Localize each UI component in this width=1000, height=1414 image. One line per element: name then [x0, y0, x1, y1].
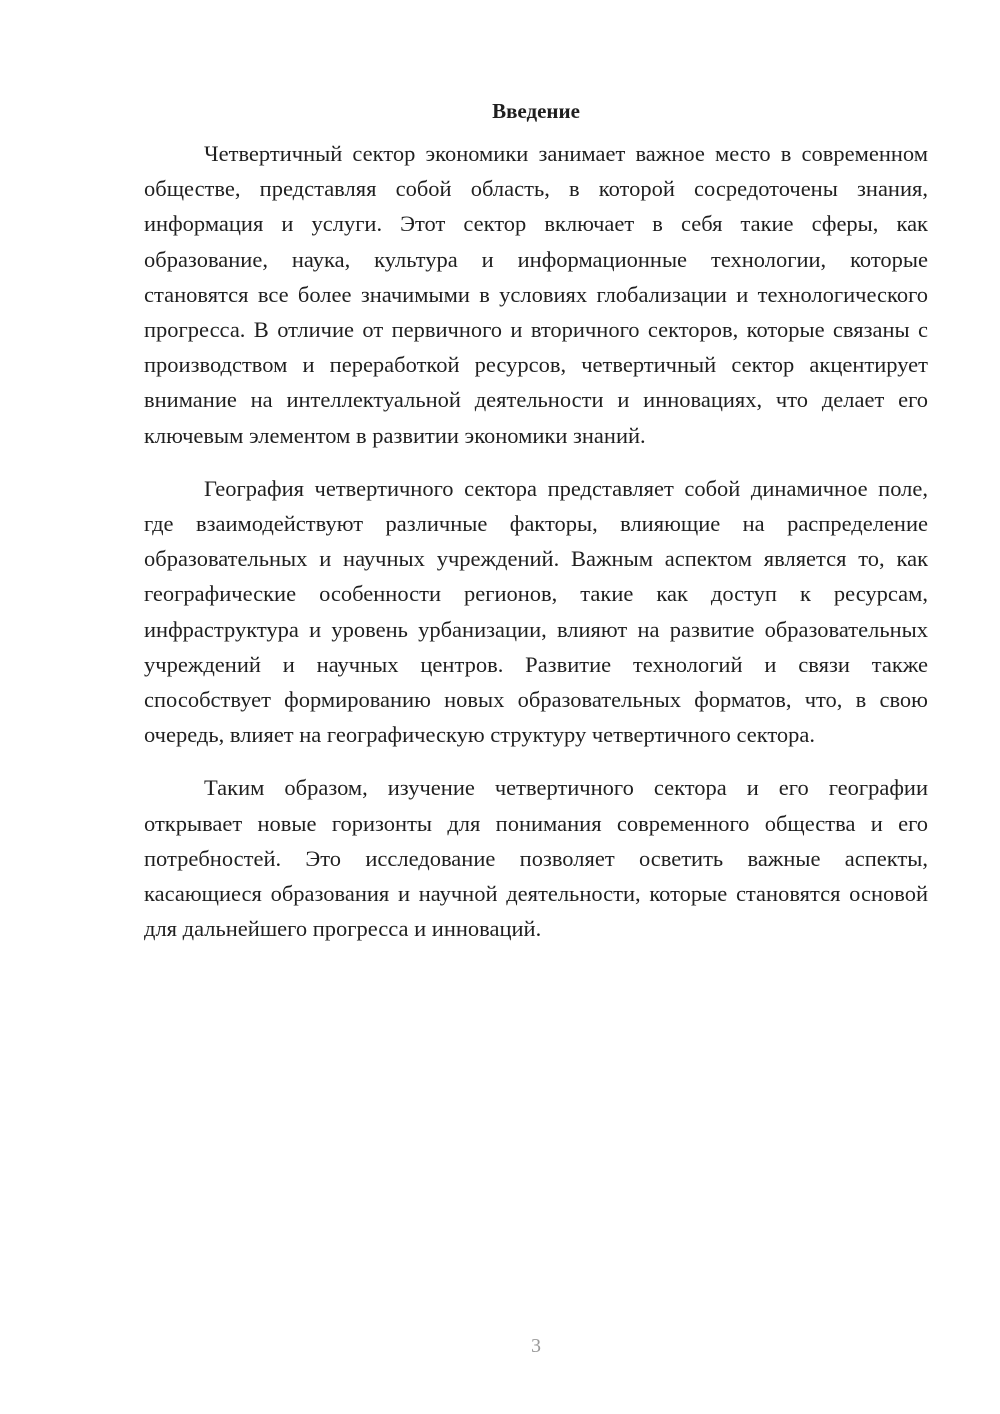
page-content	[144, 96, 928, 964]
page-number: 3	[531, 1335, 541, 1357]
paragraph-3: Таким образом, изучение четвертичного сектора и его географии открывает новые горизонты для понимания современного общества и его потребностей. Это исследование позволяет осветить важные аспекты, касающиеся образования и научной деятельности, которые становятся основой для дальнейшего прогресса и инноваций.	[144, 775, 928, 942]
paragraph-2: География четвертичного сектора представляет собой динамичное поле, где взаимодействуют различные факторы, влияющие на распределение образовательных и научных учреждений. Важным аспектом является то, как географические особенности регионов, такие как доступ к ресурсам, инфраструктура и уровень урбанизации, влияют на развитие образовательных учреждений и научных центров. Развитие технологий и связи также способствует формированию новых образовательных форматов, что, в свою очередь, влияет на географическую структуру четвертичного сектора.	[144, 475, 928, 748]
paragraph-1: Четвертичный сектор экономики занимает важное место в современном обществе, представляя собой область, в которой сосредоточены знания, информация и услуги. Этот сектор включает в себя такие сферы, как образование, наука, культура и информационные технологии, которые становятся все более значимыми в условиях глобализации и технологического прогресса. В отличие от первичного и вторичного секторов, которые связаны с производством и переработкой ресурсов, четвертичный сектор акцентирует внимание на интеллектуальной деятельности и инновациях, что делает его ключевым элементом в развитии экономики знаний.	[144, 141, 928, 448]
section-heading: Введение	[492, 99, 580, 123]
